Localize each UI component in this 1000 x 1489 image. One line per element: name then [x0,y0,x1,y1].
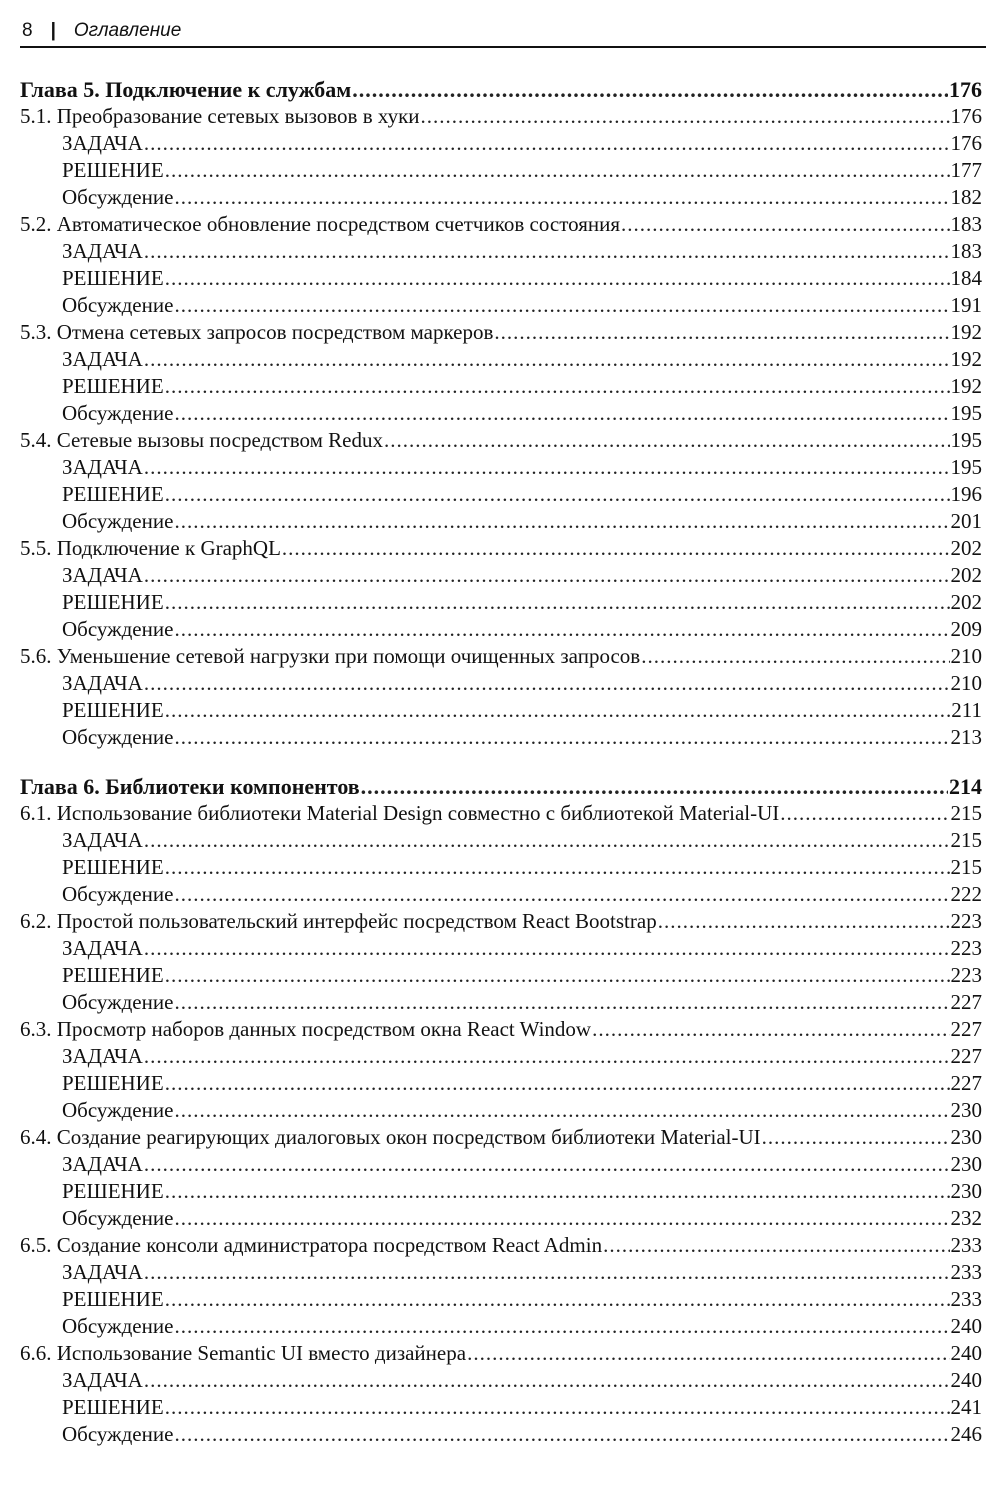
toc-subsection [20,724,982,751]
toc-subsection [20,589,982,616]
toc-section [20,800,982,827]
dot-leader [621,211,950,238]
toc-subsection [20,1286,982,1313]
toc-entry-label: ЗАДАЧА [62,563,143,587]
toc-subsection [20,508,982,535]
toc-subsection [20,697,982,724]
dot-leader [384,427,950,454]
toc-subsection [20,1394,982,1421]
toc-page-number: 202 [950,563,982,587]
toc-entry-label: 6.3. Просмотр наборов данных посредством окна React Window [20,1017,592,1041]
toc-subsection [20,184,982,211]
toc-entry-label: 6.5. Создание консоли администратора посредством React Admin [20,1233,603,1257]
toc-page-number: 230 [950,1098,982,1122]
toc-page-number: 227 [950,1071,982,1095]
toc-page-number: 192 [950,374,982,398]
header-separator: | [50,20,56,41]
toc-entry-label: Обсуждение [62,293,174,317]
toc-chapter [20,773,982,1448]
toc-page-number: 227 [950,1017,982,1041]
dot-leader [174,1313,949,1340]
toc-entry-label: 5.5. Подключение к GraphQL [20,536,281,560]
toc-subsection [20,265,982,292]
toc-entry-label: РЕШЕНИЕ [62,1071,164,1095]
toc-entry-label: ЗАДАЧА [62,1152,143,1176]
toc-subsection [20,1313,982,1340]
dot-leader [165,157,950,184]
toc-page-number: 230 [950,1152,982,1176]
toc-page-number: 176 [949,77,982,102]
toc-subsection [20,670,982,697]
toc-page-number: 240 [950,1341,982,1365]
toc-page-number: 227 [950,990,982,1014]
toc-page-number: 223 [950,936,982,960]
toc-entry-label: Обсуждение [62,725,174,749]
dot-leader [144,346,950,373]
toc-subsection [20,1205,982,1232]
toc-entry-label: Обсуждение [62,509,174,533]
toc-entry-label: ЗАДАЧА [62,1368,143,1392]
toc-page-number: 232 [950,1206,982,1230]
toc-section [20,427,982,454]
dot-leader [352,76,948,103]
toc-page-number: 192 [950,320,982,344]
dot-leader [165,1394,950,1421]
toc-section [20,535,982,562]
toc-entry-label: РЕШЕНИЕ [62,1287,164,1311]
toc-entry-label: ЗАДАЧА [62,131,143,155]
toc-section [20,103,982,130]
toc-subsection [20,1097,982,1124]
toc-entry-label: Обсуждение [62,1098,174,1122]
toc-entry-label: 6.2. Простой пользовательский интерфейс посредством React Bootstrap [20,909,657,933]
toc-entry-label: 6.1. Использование библиотеки Material Design совместно с библиотекой Material-UI [20,801,780,825]
toc-entry-label: РЕШЕНИЕ [62,1395,164,1419]
dot-leader [641,643,949,670]
toc-entry-label: Обсуждение [62,882,174,906]
toc-entry-label: Обсуждение [62,1314,174,1338]
toc-section [20,1340,982,1367]
dot-leader [165,265,950,292]
toc-subsection [20,238,982,265]
toc-subsection [20,616,982,643]
toc-entry-label: Глава 5. Подключение к службам [20,77,352,102]
toc-entry-label: ЗАДАЧА [62,671,143,695]
toc-entry-label: 5.2. Автоматическое обновление посредством счетчиков состояния [20,212,620,236]
dot-leader [494,319,949,346]
toc-subsection [20,827,982,854]
toc-subsection [20,935,982,962]
toc-entry-label: РЕШЕНИЕ [62,963,164,987]
dot-leader [165,1070,950,1097]
toc-page-number: 209 [950,617,982,641]
toc-entry-label: РЕШЕНИЕ [62,266,164,290]
toc-subsection [20,292,982,319]
toc-entry-label: 5.1. Преобразование сетевых вызовов в хуки [20,104,420,128]
toc-section [20,1232,982,1259]
dot-leader [174,1205,949,1232]
toc-page-number: 202 [950,536,982,560]
dot-leader [174,881,949,908]
toc-page-number: 240 [950,1368,982,1392]
dot-leader [144,1151,950,1178]
dot-leader [603,1232,949,1259]
dot-leader [144,1367,950,1394]
dot-leader [165,1286,950,1313]
toc-page-number: 227 [950,1044,982,1068]
dot-leader [421,103,950,130]
header-title: Оглавление [73,20,182,41]
toc-page-number: 241 [950,1395,982,1419]
dot-leader [165,373,950,400]
toc-subsection [20,881,982,908]
toc-section [20,1016,982,1043]
toc-entry-label: РЕШЕНИЕ [62,855,164,879]
toc-page-number: 213 [950,725,982,749]
toc-entry-label: ЗАДАЧА [62,455,143,479]
dot-leader [658,908,950,935]
toc-page-number: 176 [950,104,982,128]
toc-subsection [20,454,982,481]
toc-page-number: 184 [950,266,982,290]
toc-subsection [20,1043,982,1070]
table-of-contents [20,76,982,1470]
toc-entry-label: 5.6. Уменьшение сетевой нагрузки при помощи очищенных запросов [20,644,641,668]
toc-subsection [20,1178,982,1205]
toc-section [20,319,982,346]
toc-entry-label: Обсуждение [62,617,174,641]
toc-page-number: 214 [949,774,982,799]
dot-leader [174,989,949,1016]
toc-page-number: 240 [950,1314,982,1338]
dot-leader [174,292,949,319]
toc-entry-label: 5.4. Сетевые вызовы посредством Redux [20,428,383,452]
dot-leader [165,589,950,616]
toc-page-number: 176 [950,131,982,155]
toc-page-number: 195 [950,428,982,452]
dot-leader [174,400,949,427]
toc-page-number: 183 [950,212,982,236]
toc-entry-label: РЕШЕНИЕ [62,1179,164,1203]
dot-leader [165,481,950,508]
toc-entry-label: Обсуждение [62,1422,174,1446]
toc-entry-label: ЗАДАЧА [62,936,143,960]
toc-page-number: 192 [950,347,982,371]
running-header [20,16,986,48]
toc-entry-label: ЗАДАЧА [62,347,143,371]
dot-leader [144,562,950,589]
toc-subsection [20,373,982,400]
toc-subsection [20,481,982,508]
toc-entry-label: Обсуждение [62,990,174,1014]
toc-entry-label: РЕШЕНИЕ [62,698,164,722]
toc-subsection [20,1259,982,1286]
dot-leader [165,697,951,724]
toc-subsection [20,400,982,427]
toc-entry-label: Обсуждение [62,1206,174,1230]
dot-leader [762,1124,950,1151]
toc-entry-label: РЕШЕНИЕ [62,158,164,182]
dot-leader [592,1016,949,1043]
toc-page-number: 196 [950,482,982,506]
toc-page-number: 210 [950,644,982,668]
toc-subsection [20,346,982,373]
toc-entry-label: 5.3. Отмена сетевых запросов посредством маркеров [20,320,494,344]
toc-subsection [20,562,982,589]
toc-page-number: 201 [950,509,982,533]
toc-subsection [20,989,982,1016]
toc-section [20,908,982,935]
toc-page-number: 223 [950,963,982,987]
toc-page-number: 215 [950,828,982,852]
dot-leader [174,724,949,751]
toc-chapter-heading [20,76,982,103]
toc-subsection [20,130,982,157]
toc-page-number: 195 [950,401,982,425]
toc-page-number: 222 [950,882,982,906]
toc-chapter [20,76,982,751]
toc-subsection [20,157,982,184]
dot-leader [144,935,950,962]
page-number: 8 [22,20,33,41]
toc-page-number: 233 [950,1287,982,1311]
dot-leader [467,1340,949,1367]
toc-subsection [20,1367,982,1394]
toc-entry-label: РЕШЕНИЕ [62,374,164,398]
toc-chapter-heading [20,773,982,800]
toc-entry-label: ЗАДАЧА [62,239,143,263]
toc-page-number: 230 [950,1179,982,1203]
toc-entry-label: Обсуждение [62,401,174,425]
toc-page-number: 246 [950,1422,982,1446]
toc-page-number: 215 [950,801,982,825]
toc-section [20,211,982,238]
toc-subsection [20,1421,982,1448]
dot-leader [144,454,950,481]
toc-page-number: 202 [950,590,982,614]
toc-entry-label: 6.4. Создание реагирующих диалоговых окон посредством библиотеки Material-UI [20,1125,761,1149]
dot-leader [174,508,949,535]
toc-entry-label: РЕШЕНИЕ [62,590,164,614]
toc-subsection [20,962,982,989]
dot-leader [144,670,950,697]
dot-leader [144,1043,950,1070]
dot-leader [361,773,948,800]
toc-page-number: 233 [950,1260,982,1284]
toc-page-number: 191 [950,293,982,317]
dot-leader [144,238,950,265]
toc-entry-label: 6.6. Использование Semantic UI вместо дизайнера [20,1341,467,1365]
dot-leader [174,1097,949,1124]
toc-page-number: 177 [950,158,982,182]
dot-leader [174,184,949,211]
toc-page-number: 223 [950,909,982,933]
toc-page-number: 233 [950,1233,982,1257]
toc-entry-label: Глава 6. Библиотеки компонентов [20,774,360,799]
toc-entry-label: Обсуждение [62,185,174,209]
toc-subsection [20,1151,982,1178]
toc-section [20,1124,982,1151]
toc-page-number: 210 [950,671,982,695]
toc-page-number: 215 [950,855,982,879]
toc-page-number: 183 [950,239,982,263]
toc-page-number: 230 [950,1125,982,1149]
dot-leader [144,827,950,854]
toc-entry-label: ЗАДАЧА [62,828,143,852]
dot-leader [174,1421,949,1448]
toc-entry-label: ЗАДАЧА [62,1044,143,1068]
dot-leader [165,854,950,881]
dot-leader [144,130,950,157]
dot-leader [780,800,949,827]
toc-entry-label: РЕШЕНИЕ [62,482,164,506]
dot-leader [144,1259,950,1286]
toc-page-number: 211 [951,698,982,722]
toc-subsection [20,1070,982,1097]
dot-leader [282,535,950,562]
toc-subsection [20,854,982,881]
dot-leader [165,962,950,989]
toc-page-number: 182 [950,185,982,209]
toc-section [20,643,982,670]
toc-page-number: 195 [950,455,982,479]
dot-leader [165,1178,950,1205]
dot-leader [174,616,949,643]
toc-entry-label: ЗАДАЧА [62,1260,143,1284]
